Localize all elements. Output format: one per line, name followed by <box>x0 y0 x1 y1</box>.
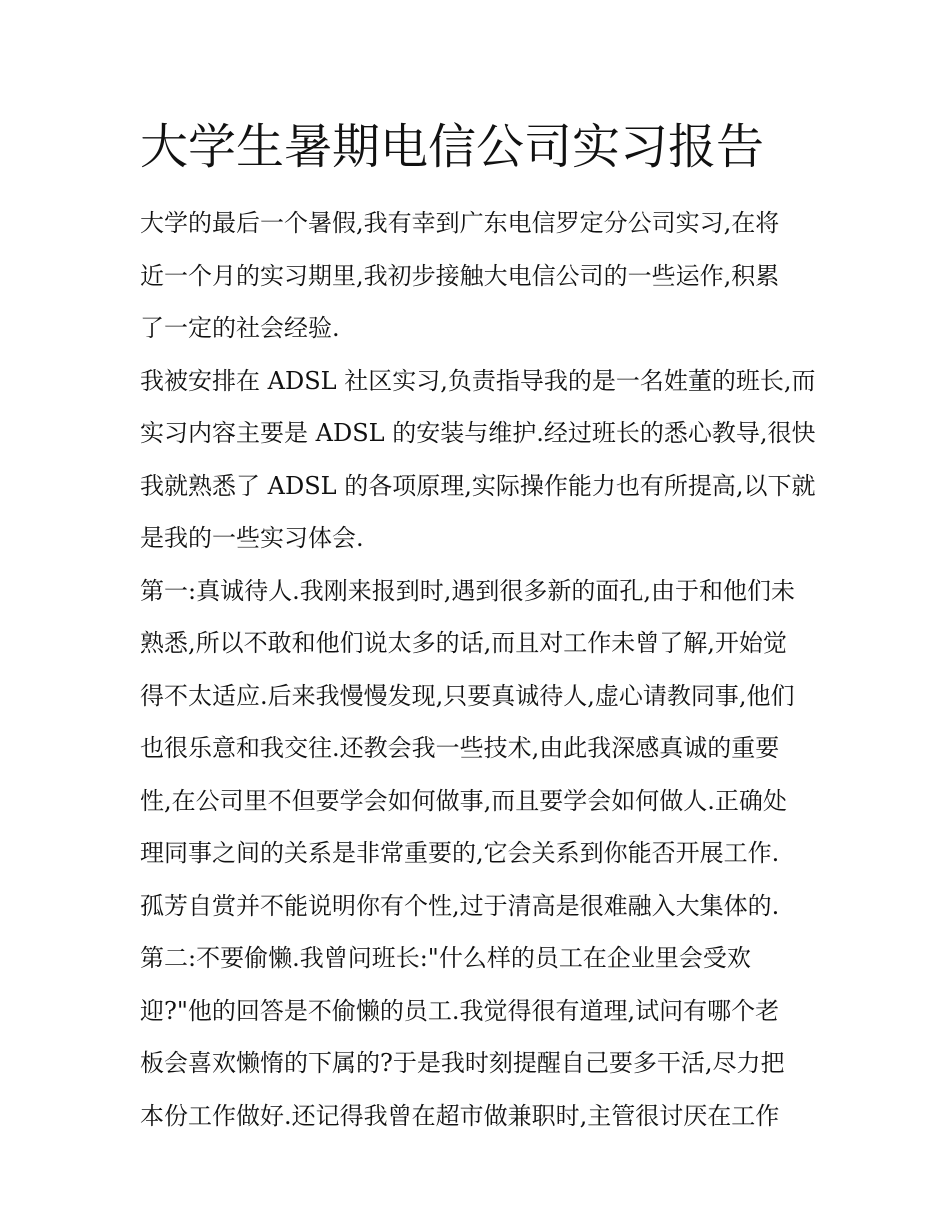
text-line: 我被安排在 ADSL 社区实习,负责指导我的是一名姓董的班长,而 <box>140 366 816 395</box>
text-line: 大学的最后一个暑假,我有幸到广东电信罗定分公司实习,在将 <box>140 209 780 237</box>
text-line: 第一:真诚待人.我刚来报到时,遇到很多新的面孔,由于和他们未 <box>140 576 795 605</box>
text-line: 也很乐意和我交往.还教会我一些技术,由此我深感真诚的重要 <box>140 734 780 762</box>
text-line: 是我的一些实习体会. <box>140 524 364 552</box>
text-line: 近一个月的实习期里,我初步接触大电信公司的一些运作,积累 <box>140 261 780 290</box>
document-body <box>140 200 820 1145</box>
text-line: 我就熟悉了 ADSL 的各项原理,实际操作能力也有所提高,以下就 <box>140 471 816 500</box>
text-line: 迎?"他的回答是不偷懒的员工.我觉得很有道理,试问有哪个老 <box>140 996 780 1025</box>
text-line: 理同事之间的关系是非常重要的,它会关系到你能否开展工作. <box>140 839 780 867</box>
text-line: 得不太适应.后来我慢慢发现,只要真诚待人,虚心请教同事,他们 <box>140 681 795 710</box>
text-line: 第二:不要偷懒.我曾问班长:"什么样的员工在企业里会受欢 <box>140 944 751 972</box>
text-line: 熟悉,所以不敢和他们说太多的话,而且对工作未曾了解,开始觉 <box>140 629 787 657</box>
text-line: 性,在公司里不但要学会如何做事,而且要学会如何做人.正确处 <box>140 786 787 815</box>
text-line: 板会喜欢懒惰的下属的?于是我时刻提醒自己要多干活,尽力把 <box>140 1049 785 1077</box>
text-line: 孤芳自赏并不能说明你有个性,过于清高是很难融入大集体的. <box>140 891 780 920</box>
document-title: 大学生暑期电信公司实习报告 <box>140 119 765 175</box>
text-line: 了一定的社会经验. <box>140 314 340 342</box>
text-line: 本份工作做好.还记得我曾在超市做兼职时,主管很讨厌在工作 <box>140 1101 780 1130</box>
text-line: 实习内容主要是 ADSL 的安装与维护.经过班长的悉心教导,很快 <box>140 419 816 447</box>
